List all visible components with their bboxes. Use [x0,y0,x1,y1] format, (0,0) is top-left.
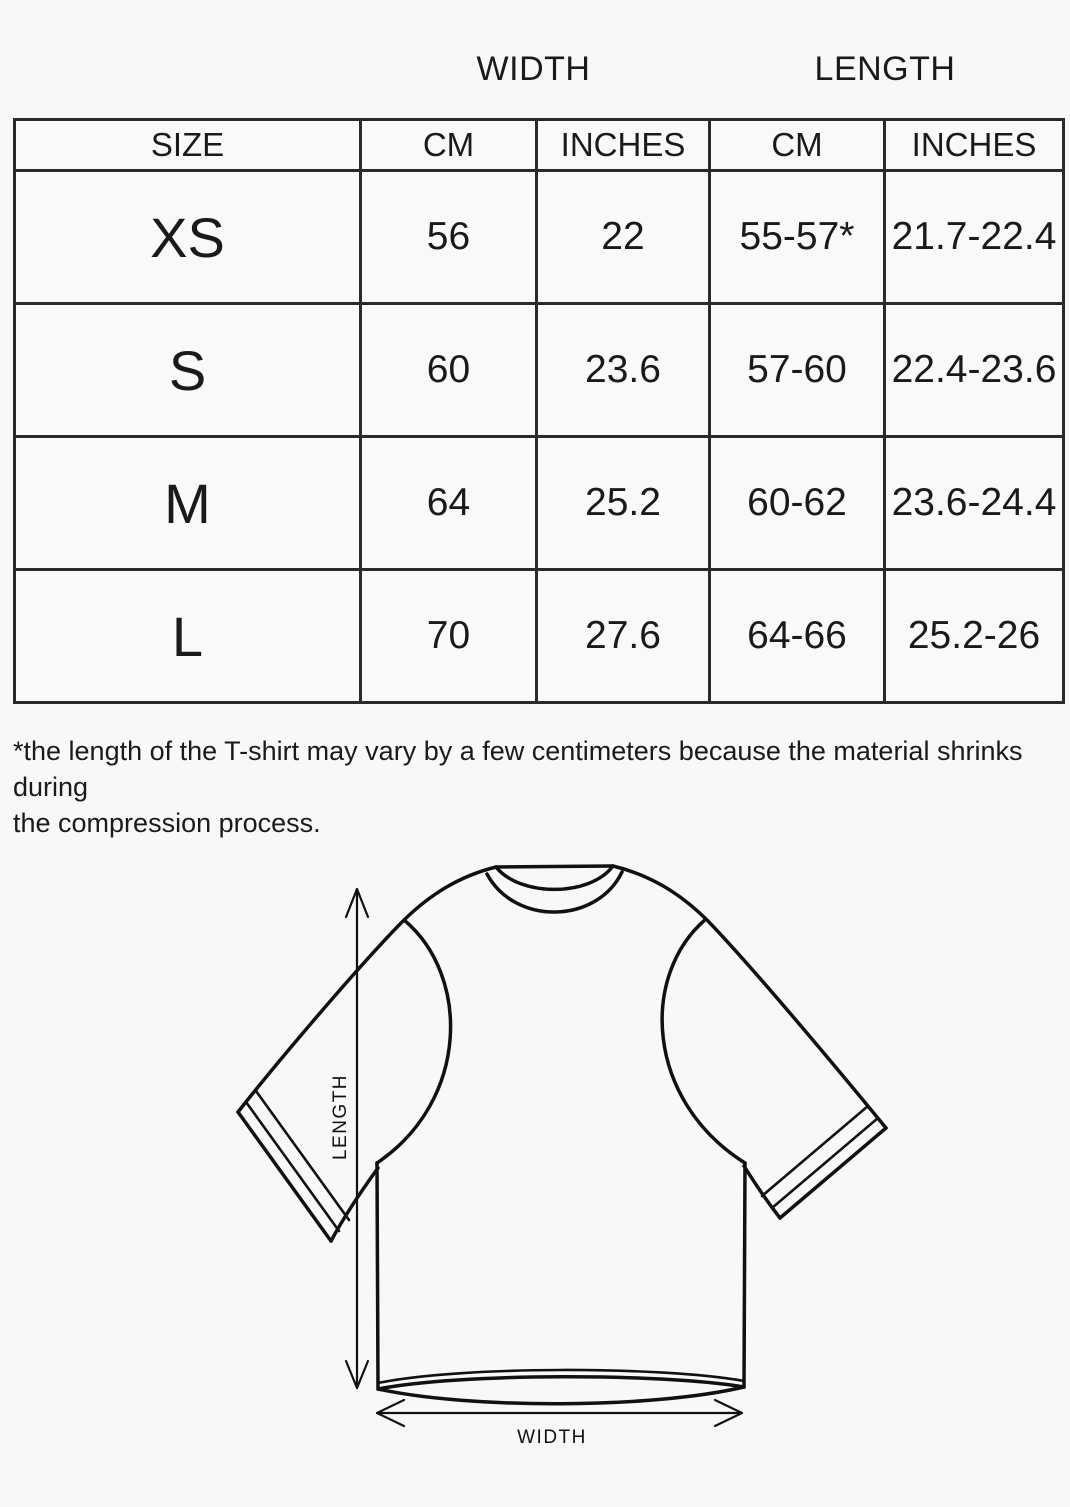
right-armhole-seam [662,919,745,1163]
size-cell: M [15,437,361,570]
length-cm-cell: 60-62 [710,437,885,570]
left-armhole-seam [377,920,451,1163]
width-inches-cell: 23.6 [537,304,710,437]
hem-bottom-edge [378,1387,744,1404]
left-body-edge [377,1163,378,1387]
column-header-length-cm: CM [710,120,885,171]
width-cm-cell: 64 [361,437,537,570]
collar-top-line [496,866,613,867]
length-inches-cell: 25.2-26 [885,570,1064,703]
length-inches-cell: 22.4-23.6 [885,304,1064,437]
right-cuff-stitch-line [772,1118,878,1208]
right-cuff-edge-line [780,1128,886,1218]
length-cm-cell: 55-57* [710,171,885,304]
right-sleeve-under-edge [744,1166,780,1218]
footnote-line-2: the compression process. [13,808,321,838]
collar-inner-curve [496,866,613,889]
hem-top-edge [378,1377,744,1389]
column-header-size: SIZE [15,120,361,171]
width-cm-cell: 60 [361,304,537,437]
right-shoulder-sleeve-line [613,866,886,1128]
column-header-width-cm: CM [361,120,537,171]
left-cuff-stitch-line [246,1102,339,1231]
column-header-width-inches: INCHES [537,120,710,171]
width-inches-cell: 25.2 [537,437,710,570]
width-inches-cell: 22 [537,171,710,304]
size-cell: L [15,570,361,703]
left-shoulder-sleeve-line [238,867,496,1112]
length-dimension-label: LENGTH [330,1073,352,1161]
length-inches-cell: 23.6-24.4 [885,437,1064,570]
width-cm-cell: 56 [361,171,537,304]
size-cell: XS [15,171,361,304]
length-group-header: LENGTH [814,50,956,88]
footnote-line-1: *the length of the T-shirt may vary by a few centimeters because the material shrinks during [13,736,1023,802]
column-header-length-inches: INCHES [885,120,1064,171]
length-inches-cell: 21.7-22.4 [885,171,1064,304]
width-cm-cell: 70 [361,570,537,703]
right-cuff-seam-line [762,1106,868,1196]
right-body-edge [744,1163,745,1387]
size-cell: S [15,304,361,437]
length-cm-cell: 57-60 [710,304,885,437]
width-group-header: WIDTH [476,50,591,88]
width-dimension-label: WIDTH [517,1427,587,1448]
width-inches-cell: 27.6 [537,570,710,703]
length-cm-cell: 64-66 [710,570,885,703]
